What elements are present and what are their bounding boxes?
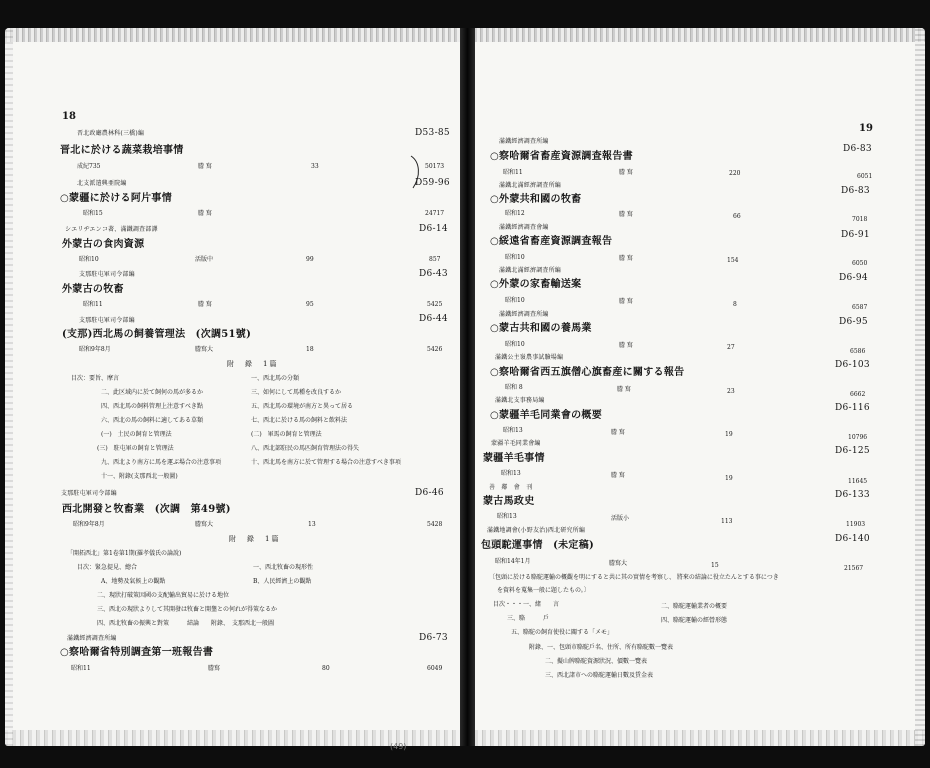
note-toc: 目次・・・一、緒 言 xyxy=(493,601,560,608)
toc-item: (二) 軍馬の飼育と管理法 xyxy=(251,431,322,438)
entry-title: ○外蒙の家畜輸送案 xyxy=(490,279,582,290)
entry-type: 謄 寫 xyxy=(619,298,633,305)
entry-pages: 19 xyxy=(725,475,733,482)
toc-item: 十一、附錄(支那西北一般圖) xyxy=(101,473,178,480)
book-gutter xyxy=(460,28,475,746)
entry-pages: 80 xyxy=(322,665,330,672)
toc-item: 目次：要旨、摩言 xyxy=(71,375,120,382)
toc-item: 四、西北牧畜の振興と對策 結論 附錄、 支那西北一般圖 xyxy=(97,620,275,627)
toc-item: 十、西北馬を南方に於て管理する場合の注意すべき事項 xyxy=(251,459,401,466)
entry-title: 包頭駝運事情 (未定稿) xyxy=(481,540,595,551)
right-page-side-edge xyxy=(915,28,925,746)
entry-code: D6-91 xyxy=(841,230,870,240)
toc-item: 九、西北より南方に馬を運ぶ場合の注意事項 xyxy=(101,459,222,466)
entry-org: 滿鐵經濟調査所編 xyxy=(67,635,117,642)
entry-org: 滿鐵地調會(小野友治)西北研究所編 xyxy=(487,527,586,534)
note-toc: 二、駱駝運輸業者の概要 xyxy=(661,603,728,610)
entry-title: ○察哈爾省西五旗僧心旗畜産に關する報告 xyxy=(490,367,685,378)
entry-type: 謄寫大 xyxy=(195,346,214,353)
note-toc: 三、駱 戶 xyxy=(507,615,550,622)
entry-number: 6587 xyxy=(852,304,868,311)
note-appendix: 附錄、一、包頭市駱駝戶名、住所、所有駱駝數一覽表 xyxy=(529,644,674,651)
entry-org: 善 鄰 會 刊 xyxy=(489,484,533,491)
entry-org: 滿鐵經濟調査會編 xyxy=(499,224,549,231)
entry-number: 50173 xyxy=(425,163,445,170)
entry-code: D6-83 xyxy=(843,144,872,154)
entry-pages: 8 xyxy=(733,301,737,308)
entry-date: 昭和9年8月 xyxy=(73,521,105,528)
entry-pages: 18 xyxy=(306,346,314,353)
entry-pages: 220 xyxy=(729,170,741,177)
entry-title: 外蒙古の食肉資源 xyxy=(62,239,145,250)
entry-number: 21567 xyxy=(844,565,864,572)
entry-type: 謄 寫 xyxy=(617,386,631,393)
entry-pages: 113 xyxy=(721,518,733,525)
entry-title: 西北開發と牧畜業 (次調 第49號) xyxy=(62,504,231,515)
entry-type: 活版小 xyxy=(611,515,630,522)
left-page-top-edge xyxy=(5,28,460,42)
left-page-side-edge xyxy=(5,28,13,746)
entry-number: 857 xyxy=(429,256,441,263)
entry-org: 滿鐵公主嶺農事試驗場編 xyxy=(495,354,564,361)
entry-number: 5425 xyxy=(427,301,443,308)
entry-code: D6-116 xyxy=(835,403,870,413)
entry-code: D6-73 xyxy=(419,633,448,643)
entry-date: 昭和11 xyxy=(503,169,523,176)
entry-title: 外蒙古の牧畜 xyxy=(62,284,124,295)
entry-code: D6-125 xyxy=(835,446,870,456)
entry-org: シエリヂエンコ著、滿鐵調査部譯 xyxy=(65,226,158,233)
entry-org: 晋北政廳農林科(三橋)編 xyxy=(77,130,145,137)
entry-date: 昭和9年8月 xyxy=(79,346,111,353)
entry-date: 昭和13 xyxy=(497,513,517,520)
entry-pages: 33 xyxy=(311,163,319,170)
entry-title: ○察哈爾省畜産資源調査報告書 xyxy=(490,151,633,162)
entry-date: 昭和12 xyxy=(505,210,525,217)
entry-number: 11645 xyxy=(848,478,868,485)
entry-pages: 23 xyxy=(727,388,735,395)
entry-code: D6-95 xyxy=(839,317,868,327)
entry-type: 謄 寫 xyxy=(619,169,633,176)
toc-item: 目次：緊急提見、總合 xyxy=(77,564,138,571)
entry-number: 6049 xyxy=(427,665,443,672)
entry-code: D6-83 xyxy=(841,186,870,196)
toc-item: 二、此区域内に於て飼何の馬が多るか xyxy=(101,389,204,396)
entry-date: 成紀735 xyxy=(77,163,101,170)
entry-type: 謄 寫 xyxy=(198,163,212,170)
note-toc: 四、駱駝運輸の經營形態 xyxy=(661,617,728,624)
note-line: 〔包頭に於ける駱駝運輸の概觀を明にすると共に其の實情を考察し、 將來の結論に役立たんとする事につき xyxy=(489,574,779,581)
entry-pages: 15 xyxy=(711,562,719,569)
toc-item: 一、西北牧畜の現形性 xyxy=(253,564,314,571)
footer-mark: (49) xyxy=(390,742,407,751)
entry-date: 昭和10 xyxy=(79,256,99,263)
note-appendix: 三、西北諸市への駱駝運輸日數及賃金表 xyxy=(545,672,654,679)
entry-date: 昭和14年1月 xyxy=(495,558,531,565)
entry-code: D6-103 xyxy=(835,360,870,370)
appendix-lead: 「開拓西北」第1卷第1期(羅孝儀氏の論說) xyxy=(67,550,182,557)
entry-code: D6-94 xyxy=(839,273,868,283)
right-page-bottom-edge xyxy=(475,730,925,746)
entry-title: ○外蒙共和國の牧畜 xyxy=(490,194,582,205)
note-toc: 五、駱駝の飼育使役に關する「メモ」 xyxy=(511,629,614,636)
entry-pages: 95 xyxy=(306,301,314,308)
entry-type: 謄寫大 xyxy=(195,521,214,528)
pen-mark xyxy=(409,154,423,190)
entry-date: 昭和10 xyxy=(505,254,525,261)
entry-pages: 154 xyxy=(727,257,739,264)
entry-org: 滿鐵經濟調査所編 xyxy=(499,311,549,318)
entry-date: 昭和10 xyxy=(505,297,525,304)
entry-number: 6586 xyxy=(850,348,866,355)
entry-code: D53-85 xyxy=(415,128,450,138)
entry-pages: 66 xyxy=(733,213,741,220)
toc-item: 三、如何にして馬種を改良するか xyxy=(251,389,342,396)
entry-type: 謄 寫 xyxy=(198,210,212,217)
entry-code: D6-140 xyxy=(835,534,870,544)
toc-item: 八、西北部駐民の馬匹飼育管理法の得失 xyxy=(251,445,360,452)
toc-item: 五、西北馬の環境が南方と異って居る xyxy=(251,403,354,410)
left-page xyxy=(5,28,460,746)
entry-code: D6-46 xyxy=(415,488,444,498)
entry-type: 謄寫 xyxy=(208,665,221,672)
entry-title: ○蒙疆に於ける阿片事情 xyxy=(60,193,173,204)
entry-number: 6662 xyxy=(850,391,866,398)
entry-title: (支那)西北馬の飼養管理法 (次調51號) xyxy=(62,329,252,340)
entry-date: 昭和13 xyxy=(503,427,523,434)
toc-item: 二、現狀打破策因國の支配輸出貿易に於ける地位 xyxy=(97,592,230,599)
entry-type: 謄 寫 xyxy=(611,429,625,436)
entry-title: 蒙疆羊毛事情 xyxy=(483,453,545,464)
entry-org: 滿鐵北滿經濟調査所編 xyxy=(499,267,562,274)
entry-org: 滿鐵經濟調査所編 xyxy=(499,138,549,145)
entry-title: ○察哈爾省特別調査第一班報告書 xyxy=(60,647,214,658)
entry-org: 蒙疆羊毛同業會編 xyxy=(491,440,541,447)
entry-number: 7018 xyxy=(852,216,868,223)
page-number: 18 xyxy=(62,111,76,122)
entry-number: 5426 xyxy=(427,346,443,353)
entry-org: 北支派遣興亜院編 xyxy=(77,180,127,187)
toc-item: 三、西北の現狀よりして其開發は牧畜と開墾との何れが得策なるか xyxy=(97,606,278,613)
entry-org: 滿鐵北滿經濟調査所編 xyxy=(499,182,562,189)
page-number: 19 xyxy=(859,123,873,134)
entry-number: 10796 xyxy=(848,434,868,441)
right-page-top-edge xyxy=(475,28,925,42)
entry-number: 11903 xyxy=(846,521,866,528)
entry-number: 5428 xyxy=(427,521,443,528)
entry-type: 謄 寫 xyxy=(619,255,633,262)
entry-code: D6-44 xyxy=(419,314,448,324)
entry-pages: 27 xyxy=(727,344,735,351)
entry-pages: 19 xyxy=(725,431,733,438)
entry-number: 6050 xyxy=(852,260,868,267)
entry-number: 24717 xyxy=(425,210,445,217)
appendix-header: 附 錄 1篇 xyxy=(227,360,279,368)
entry-type: 謄 寫 xyxy=(619,211,633,218)
entry-date: 昭和10 xyxy=(505,341,525,348)
entry-number: 6051 xyxy=(857,173,873,180)
entry-org: 支那駐屯軍司令部編 xyxy=(79,317,135,324)
note-appendix: 二、擬山牌駱駝資源狀況、價數一覽表 xyxy=(545,658,648,665)
entry-date: 昭和 8 xyxy=(505,384,523,391)
entry-type: 謄 寫 xyxy=(619,342,633,349)
entry-type: 謄 寫 xyxy=(198,301,212,308)
entry-title: 蒙古馬政史 xyxy=(483,496,535,507)
toc-item: A、地勢及氣候上の觀點 xyxy=(101,578,166,585)
entry-code: D6-133 xyxy=(835,490,870,500)
appendix-header: 附 錄 1篇 xyxy=(229,535,281,543)
toc-item: (一) 土民の飼育と管理法 xyxy=(101,431,172,438)
toc-item: 六、西北の馬の飼料に適してある草類 xyxy=(101,417,204,424)
entry-title: ○蒙古共和國の養馬業 xyxy=(490,323,592,334)
toc-item: (三) 駐屯軍の飼育と管理法 xyxy=(97,445,174,452)
toc-item: 一、西北馬の分類 xyxy=(251,375,300,382)
toc-item: 七、西北に於ける馬の飼料と飲料法 xyxy=(251,417,348,424)
entry-date: 昭和13 xyxy=(501,470,521,477)
entry-date: 昭和11 xyxy=(83,301,103,308)
entry-title: ○綏遠省畜産資源調査報告 xyxy=(490,236,613,247)
toc-item: B、人民經濟上の觀點 xyxy=(253,578,312,585)
entry-date: 昭和11 xyxy=(71,665,91,672)
entry-org: 支那駐屯軍司令部編 xyxy=(79,271,135,278)
entry-code: D6-14 xyxy=(419,224,448,234)
entry-type: 謄寫大 xyxy=(609,560,628,567)
entry-title: ○蒙疆羊毛同業會の概要 xyxy=(490,410,603,421)
toc-item: 四、西北馬の飼料管理上注意すべき點 xyxy=(101,403,203,410)
entry-org: 支那駐屯軍司令部編 xyxy=(61,490,117,497)
entry-title: 晋北に於ける蔬菜栽培事情 xyxy=(60,145,184,156)
entry-pages: 13 xyxy=(308,521,316,528)
entry-type: 謄 寫 xyxy=(611,472,625,479)
right-page xyxy=(475,28,925,746)
entry-code: D6-43 xyxy=(419,269,448,279)
entry-org: 滿鐵北支事務局編 xyxy=(495,397,545,404)
note-line: を資料を蒐集一般に題したもの。〕 xyxy=(497,587,590,594)
entry-type: 活版中 xyxy=(195,256,214,263)
entry-pages: 99 xyxy=(306,256,314,263)
entry-code: D59-96 xyxy=(415,178,450,188)
entry-date: 昭和15 xyxy=(83,210,103,217)
